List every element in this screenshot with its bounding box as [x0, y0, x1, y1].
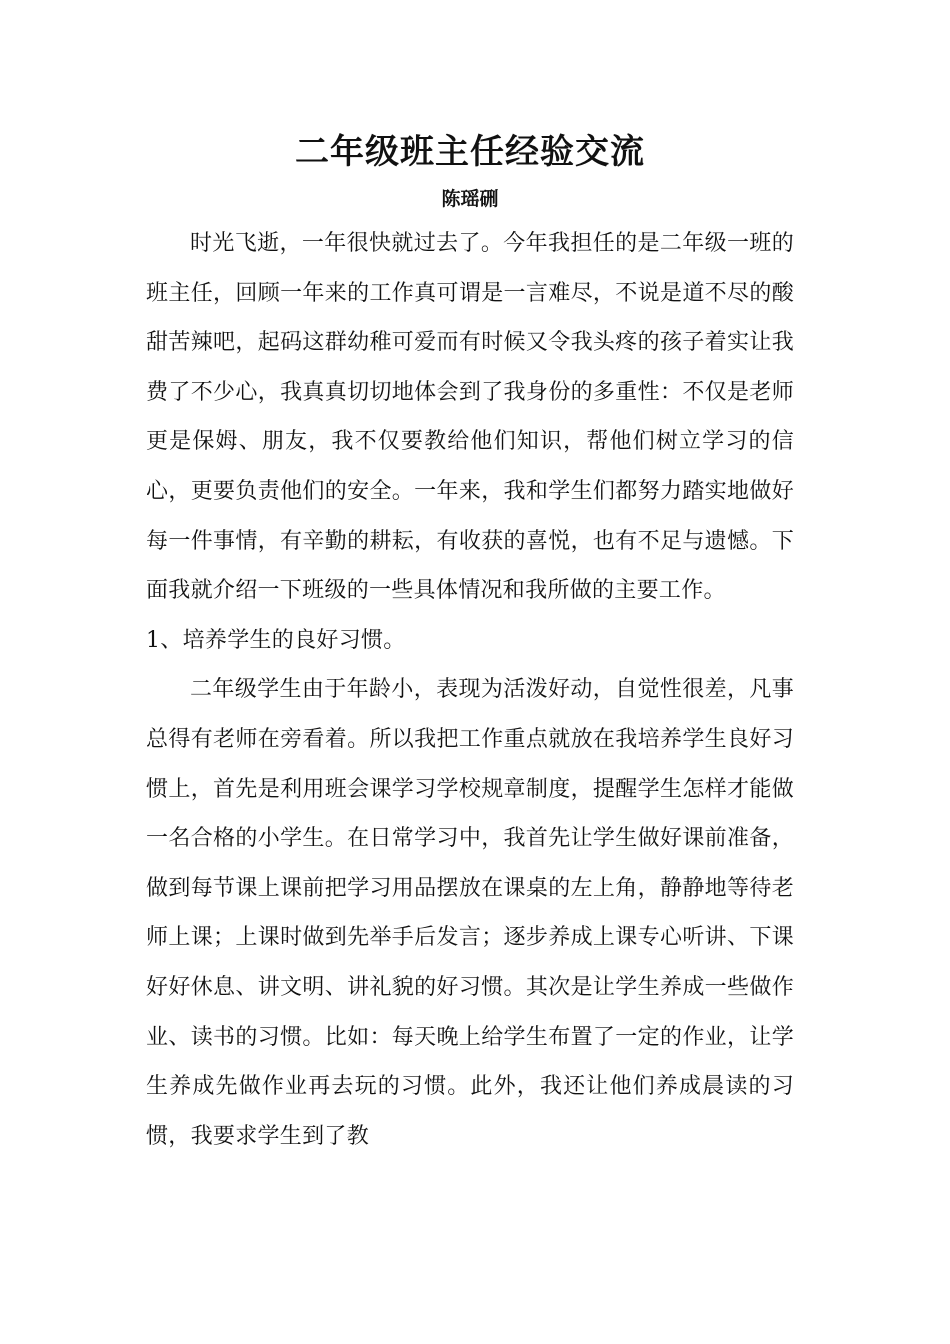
document-title: 二年级班主任经验交流	[295, 132, 645, 172]
habits-paragraph: 二年级学生由于年龄小，表现为活泼好动，自觉性很差，凡事总得有老师在旁看着。所以我把工作重点就放在我培养学生良好习惯上，首先是利用班会课学习学校规章制度，提醒学生怎样才能做一名合格的小学生。在日常学习中，我首先让学生做好课前准备，做到每节课上课前把学习用品摆放在课桌的左上角，静静地等待老师上课；上课时做到先举手后发言；逐步养成上课专心听讲、下课好好休息、讲文明、讲礼貌的好习惯。其次是让学生养成一些做作业、读书的习惯。比如：每天晚上给学生布置了一定的作业，让学生养成先做作业再去玩的习惯。此外，我还让他们养成晨读的习惯，我要求学生到了教	[146, 677, 794, 1149]
intro-paragraph: 时光飞逝，一年很快就过去了。今年我担任的是二年级一班的班主任，回顾一年来的工作真可谓是一言难尽，不说是道不尽的酸甜苦辣吧，起码这群幼稚可爱而有时候又令我头疼的孩子着实让我费了不少心，我真真切切地体会到了我身份的多重性：不仅是老师更是保姆、朋友，我不仅要教给他们知识，帮他们树立学习的信心，更要负责他们的安全。一年来，我和学生们都努力踏实地做好每一件事情，有辛勤的耕耘，有收获的喜悦，也有不足与遗憾。下面我就介绍一下班级的一些具体情况和我所做的主要工作。	[146, 231, 794, 604]
author-name: 陈瑶硎	[441, 188, 499, 210]
document-body	[146, 128, 794, 1161]
section-heading-habits: 1、培养学生的良好习惯。	[146, 627, 406, 653]
